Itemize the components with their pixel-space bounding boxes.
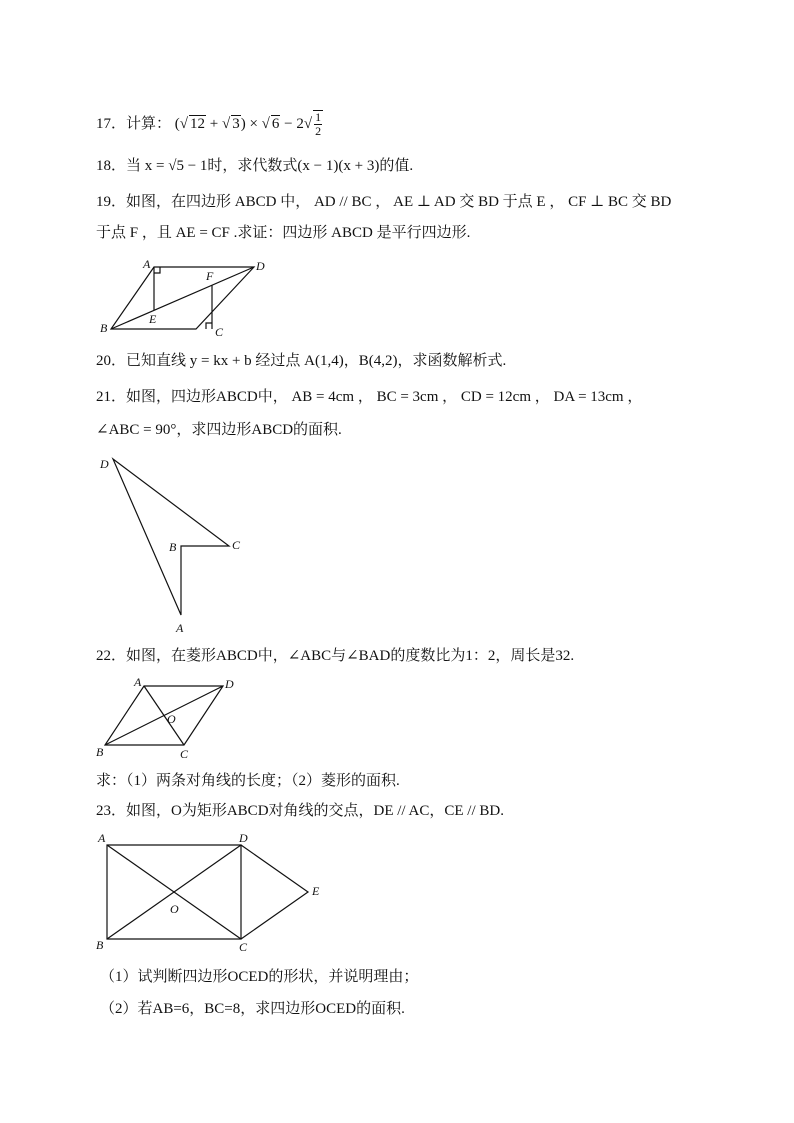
question-number: 23． (96, 803, 127, 819)
question-number: 21． (96, 389, 127, 405)
question-19-line-1 (96, 191, 671, 213)
question-number: 19． (96, 194, 127, 210)
label-O: O (167, 712, 176, 726)
question-19-line-2 (96, 222, 470, 244)
label-E: E (312, 884, 320, 898)
label-B: B (96, 745, 104, 759)
label-A: A (176, 621, 184, 635)
question-text: 如图，在菱形ABCD中，∠ABC与∠BAD的度数比为1：2，周长是32. (126, 648, 575, 664)
question-text: 如图，O为矩形ABCD对角线的交点，DE // AC，CE // BD. (126, 803, 504, 819)
question-21-line-1 (96, 386, 642, 408)
question-text: 当 x = √5 − 1时，求代数式(x − 1)(x + 3)的值. (126, 158, 414, 174)
question-21-line-2 (96, 419, 342, 441)
question-text: 于点 F ，且 AE = CF .求证：四边形 ABCD 是平行四边形. (96, 225, 471, 241)
question-number: 22． (96, 648, 127, 664)
label-D: D (239, 831, 248, 845)
question-18 (96, 155, 413, 177)
question-number: 18． (96, 158, 127, 174)
question-23-part-1 (100, 966, 418, 988)
label-E: E (149, 312, 157, 326)
label-D: D (225, 677, 234, 691)
label-A: A (98, 831, 106, 845)
question-text: 已知直线 y = kx + b 经过点 A(1,4)，B(4,2)，求函数解析式. (126, 353, 507, 369)
question-text: （2）若AB=6，BC=8，求四边形OCED的面积. (100, 1001, 405, 1017)
question-text: 如图，四边形ABCD中， AB = 4cm ， BC = 3cm ， CD = 12cm ， DA = 13cm ， (126, 389, 643, 405)
label-B: B (169, 540, 177, 554)
math-expression: (√ 12 + √ 3) × √ 6 − 2√ $\frac{1}{2}$ (174, 110, 322, 138)
question-23 (96, 800, 504, 822)
question-text: 求：（1）两条对角线的长度；（2）菱形的面积. (96, 773, 400, 789)
label-A: A (143, 257, 151, 271)
label-A: A (134, 675, 142, 689)
figure-q23-rectangle (96, 832, 336, 957)
figure-q22-rhombus (96, 676, 246, 766)
label-B: B (100, 321, 108, 335)
question-20 (96, 350, 506, 372)
label-B: B (96, 938, 104, 952)
label-D: D (100, 457, 109, 471)
label-C: C (215, 325, 224, 339)
question-text: （1）试判断四边形OCED的形状，并说明理由； (100, 969, 419, 985)
question-text: 如图，在四边形 ABCD 中， AD // BC ， AE ⊥ AD 交 BD 于点 E ， CF ⊥ BC 交 BD (126, 194, 672, 210)
label-C: C (232, 538, 241, 552)
question-number: 17． (96, 115, 127, 132)
question-lead: 计算： (126, 115, 172, 132)
question-17 (96, 110, 323, 138)
question-23-part-2 (100, 998, 405, 1020)
question-text: ∠ABC = 90°，求四边形ABCD的面积. (96, 422, 342, 438)
question-22 (96, 645, 574, 667)
label-C: C (239, 940, 248, 954)
question-number: 20． (96, 353, 127, 369)
label-D: D (256, 259, 265, 273)
label-F: F (206, 269, 214, 283)
label-C: C (180, 747, 189, 761)
label-O: O (170, 902, 179, 916)
figure-q19-parallelogram (96, 258, 276, 338)
figure-q21-quadrilateral (96, 452, 256, 637)
question-22-ask (96, 770, 400, 792)
